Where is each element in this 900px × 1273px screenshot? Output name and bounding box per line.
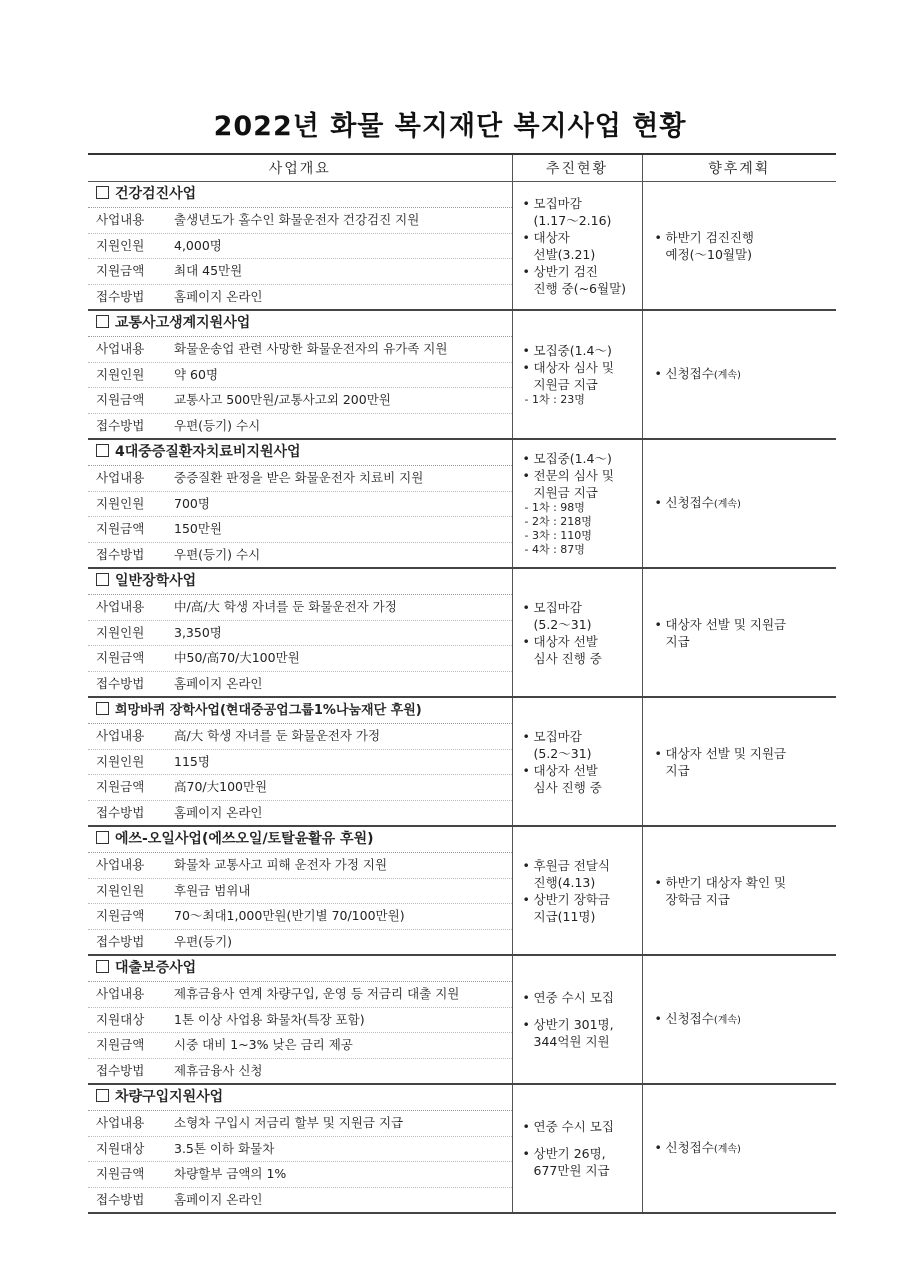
detail-label: 사업내용 [96, 470, 145, 485]
status-item: • 모집중(1.4～) [523, 342, 636, 359]
detail-row [88, 595, 512, 621]
program-status [512, 826, 642, 955]
program-name: 일반장학사업 [115, 573, 197, 589]
program-overview [88, 310, 512, 439]
program-name: 차량구입지원사업 [115, 1089, 224, 1105]
detail-label: 지원금액 [96, 779, 145, 794]
detail-row [88, 517, 512, 543]
status-item: • 대상자 선발 심사 진행 중 [523, 762, 636, 796]
table-header-row [88, 154, 836, 182]
detail-value: 3,350명 [174, 624, 222, 640]
program-section [88, 697, 836, 826]
program-overview [88, 439, 512, 568]
program-status [512, 955, 642, 1084]
detail-label: 사업내용 [96, 1115, 145, 1130]
status-item: • 모집마감 (5.2～31) [523, 728, 636, 762]
detail-value: 시중 대비 1~3% 낮은 금리 제공 [174, 1037, 353, 1052]
program-heading [88, 311, 512, 337]
status-item: • 모집중(1.4～) [523, 450, 636, 467]
detail-label: 지원인원 [96, 495, 145, 511]
page-title: 2022년 화물 복지재단 복지사업 현황 [213, 111, 687, 142]
program-name: 건강검진사업 [115, 186, 197, 202]
detail-label: 사업내용 [96, 986, 145, 1001]
detail-label: 접수방법 [96, 1191, 145, 1207]
status-item: - 4차 : 87명 [524, 543, 585, 556]
program-heading [88, 956, 512, 982]
program-name: 대출보증사업 [115, 960, 197, 976]
detail-row [88, 363, 512, 389]
detail-label: 지원금액 [96, 650, 145, 665]
detail-row [88, 388, 512, 414]
detail-label: 지원대상 [96, 1011, 145, 1027]
detail-row [88, 801, 512, 826]
checkbox-icon [96, 444, 109, 457]
detail-row [88, 853, 512, 879]
program-section [88, 955, 836, 1084]
detail-label: 사업내용 [96, 212, 145, 227]
detail-label: 지원금액 [96, 521, 145, 536]
detail-row [88, 259, 512, 285]
program-overview [88, 568, 512, 697]
program-section [88, 568, 836, 697]
detail-label: 지원금액 [96, 1166, 145, 1181]
plan-item: • 신청접수(계속) [655, 1139, 831, 1158]
detail-row [88, 1137, 512, 1163]
program-plan [642, 1084, 836, 1213]
detail-label: 접수방법 [96, 804, 145, 820]
status-item: - 3차 : 110명 [524, 529, 592, 542]
program-overview [88, 826, 512, 955]
detail-value: 후원금 범위내 [174, 882, 251, 898]
checkbox-icon [96, 960, 109, 973]
detail-value: 中50/高70/大100만원 [174, 650, 300, 665]
detail-label: 지원금액 [96, 392, 145, 407]
detail-value: 출생년도가 홀수인 화물운전자 건강검진 지원 [174, 212, 420, 227]
detail-label: 사업내용 [96, 599, 145, 614]
program-status [512, 310, 642, 439]
detail-value: 70～최대1,000만원(반기별 70/100만원) [174, 908, 405, 923]
program-name: 에쓰-오일사업(에쓰오일/토탈윤활유 후원) [115, 831, 374, 847]
detail-value: 차량할부 금액의 1% [174, 1166, 287, 1181]
detail-value: 중증질환 판정을 받은 화물운전자 치료비 지원 [174, 470, 424, 485]
detail-label: 지원인원 [96, 366, 145, 382]
program-plan [642, 697, 836, 826]
detail-value: 홈페이지 온라인 [174, 288, 263, 304]
detail-row [88, 1033, 512, 1059]
detail-row [88, 1188, 512, 1213]
program-overview [88, 182, 512, 311]
detail-value: 700명 [174, 495, 210, 511]
status-item: • 상반기 장학금 지급(11명) [523, 891, 636, 925]
detail-row [88, 879, 512, 905]
program-heading [88, 569, 512, 595]
status-item: • 대상자 심사 및 지원금 지급 [523, 359, 636, 393]
detail-row [88, 750, 512, 776]
program-plan [642, 955, 836, 1084]
detail-row [88, 775, 512, 801]
status-item: • 연중 수시 모집 [523, 1118, 636, 1135]
detail-value: 우편(등기) 수시 [174, 546, 261, 562]
detail-label: 지원금액 [96, 263, 145, 278]
detail-label: 지원인원 [96, 753, 145, 769]
detail-label: 지원금액 [96, 908, 145, 923]
status-item: • 모집마감 (1.17～2.16) [523, 195, 636, 229]
program-overview [88, 955, 512, 1084]
detail-value: 4,000명 [174, 237, 222, 253]
program-status [512, 439, 642, 568]
detail-label: 접수방법 [96, 933, 145, 949]
detail-value: 약 60명 [174, 366, 219, 382]
program-heading [88, 1085, 512, 1111]
detail-value: 교통사고 500만원/교통사고외 200만원 [174, 392, 391, 407]
detail-row [88, 724, 512, 750]
detail-row [88, 904, 512, 930]
detail-label: 접수방법 [96, 417, 145, 433]
detail-row [88, 672, 512, 697]
detail-row [88, 1008, 512, 1034]
checkbox-icon [96, 1089, 109, 1102]
program-table [88, 153, 836, 1214]
detail-row [88, 466, 512, 492]
detail-row [88, 414, 512, 439]
detail-value: 우편(등기) [174, 933, 233, 949]
program-overview [88, 1084, 512, 1213]
detail-row [88, 234, 512, 260]
detail-value: 제휴금융사 연계 차량구입, 운영 등 저금리 대출 지원 [174, 986, 460, 1001]
status-item: - 1차 : 98명 [524, 501, 585, 514]
checkbox-icon [96, 831, 109, 844]
detail-label: 사업내용 [96, 341, 145, 356]
program-status [512, 568, 642, 697]
program-overview [88, 697, 512, 826]
checkbox-icon [96, 702, 109, 715]
detail-value: 제휴금융사 신청 [174, 1062, 263, 1078]
detail-value: 화물차 교통사고 피해 운전자 가정 지원 [174, 857, 388, 872]
plan-item: • 하반기 검진진행 예정(～10월말) [655, 229, 831, 263]
program-section [88, 826, 836, 955]
program-status [512, 1084, 642, 1213]
program-name: 희망바퀴 장학사업(현대중공업그룹1%나눔재단 후원) [115, 703, 422, 718]
detail-value: 150만원 [174, 521, 223, 536]
program-plan [642, 826, 836, 955]
detail-value: 화물운송업 관련 사망한 화물운전자의 유가족 지원 [174, 341, 448, 356]
header-overview: 사업개요 [88, 154, 512, 182]
plan-item: • 대상자 선발 및 지원금 지급 [655, 616, 831, 650]
detail-value: 홈페이지 온라인 [174, 1191, 263, 1207]
detail-row [88, 621, 512, 647]
detail-value: 115명 [174, 753, 210, 769]
detail-value: 소형차 구입시 저금리 할부 및 지원금 지급 [174, 1115, 404, 1130]
status-item: • 연중 수시 모집 [523, 989, 636, 1006]
detail-value: 1톤 이상 사업용 화물차(특장 포함) [174, 1011, 365, 1027]
header-plan: 향후계획 [642, 154, 836, 182]
plan-item: • 신청접수(계속) [655, 365, 831, 384]
detail-label: 지원인원 [96, 882, 145, 898]
program-heading [88, 440, 512, 466]
status-item: • 후원금 전달식 진행(4.13) [523, 857, 636, 891]
status-item: • 모집마감 (5.2～31) [523, 599, 636, 633]
detail-row [88, 1162, 512, 1188]
plan-item: • 신청접수(계속) [655, 494, 831, 513]
detail-label: 지원금액 [96, 1037, 145, 1052]
detail-row [88, 492, 512, 518]
status-item: • 대상자 선발 심사 진행 중 [523, 633, 636, 667]
detail-row [88, 337, 512, 363]
checkbox-icon [96, 315, 109, 328]
status-item: • 전문의 심사 및 지원금 지급 [523, 467, 636, 501]
detail-row [88, 1111, 512, 1137]
detail-label: 지원인원 [96, 237, 145, 253]
detail-value: 우편(등기) 수시 [174, 417, 261, 433]
program-name: 교통사고생계지원사업 [115, 315, 251, 331]
program-status [512, 697, 642, 826]
program-plan [642, 568, 836, 697]
program-section [88, 182, 836, 311]
detail-value: 高70/大100만원 [174, 779, 268, 794]
checkbox-icon [96, 186, 109, 199]
checkbox-icon [96, 573, 109, 586]
status-item: - 1차 : 23명 [524, 393, 585, 406]
detail-value: 최대 45만원 [174, 263, 243, 278]
plan-item: • 신청접수(계속) [655, 1010, 831, 1029]
detail-value: 高/大 학생 자녀를 둔 화물운전자 가정 [174, 728, 381, 743]
detail-row [88, 646, 512, 672]
detail-label: 사업내용 [96, 857, 145, 872]
detail-row [88, 285, 512, 310]
program-plan [642, 439, 836, 568]
detail-label: 접수방법 [96, 675, 145, 691]
plan-item: • 대상자 선발 및 지원금 지급 [655, 745, 831, 779]
detail-row [88, 1059, 512, 1084]
detail-label: 지원인원 [96, 624, 145, 640]
detail-value: 中/高/大 학생 자녀를 둔 화물운전자 가정 [174, 599, 397, 614]
detail-row [88, 208, 512, 234]
program-section [88, 310, 836, 439]
detail-value: 홈페이지 온라인 [174, 675, 263, 691]
program-plan [642, 182, 836, 311]
program-heading [88, 698, 512, 724]
program-name: 4대중증질환자치료비지원사업 [115, 444, 301, 460]
detail-label: 지원대상 [96, 1140, 145, 1156]
detail-row [88, 982, 512, 1008]
status-item: • 상반기 301명, 344억원 지원 [523, 1016, 636, 1050]
program-section [88, 439, 836, 568]
status-item: • 대상자 선발(3.21) [523, 229, 636, 263]
program-plan [642, 310, 836, 439]
detail-label: 접수방법 [96, 546, 145, 562]
header-status: 추진현황 [512, 154, 642, 182]
detail-label: 사업내용 [96, 728, 145, 743]
detail-label: 접수방법 [96, 288, 145, 304]
detail-row [88, 543, 512, 568]
plan-item: • 하반기 대상자 확인 및 장학금 지급 [655, 874, 831, 908]
program-heading [88, 182, 512, 208]
detail-value: 3.5톤 이하 화물차 [174, 1140, 275, 1156]
program-status [512, 182, 642, 311]
program-heading [88, 827, 512, 853]
status-item: - 2차 : 218명 [524, 515, 592, 528]
status-item: • 상반기 검진 진행 중(~6월말) [523, 263, 636, 297]
detail-value: 홈페이지 온라인 [174, 804, 263, 820]
status-item: • 상반기 26명, 677만원 지급 [523, 1145, 636, 1179]
program-section [88, 1084, 836, 1213]
detail-label: 접수방법 [96, 1062, 145, 1078]
detail-row [88, 930, 512, 955]
